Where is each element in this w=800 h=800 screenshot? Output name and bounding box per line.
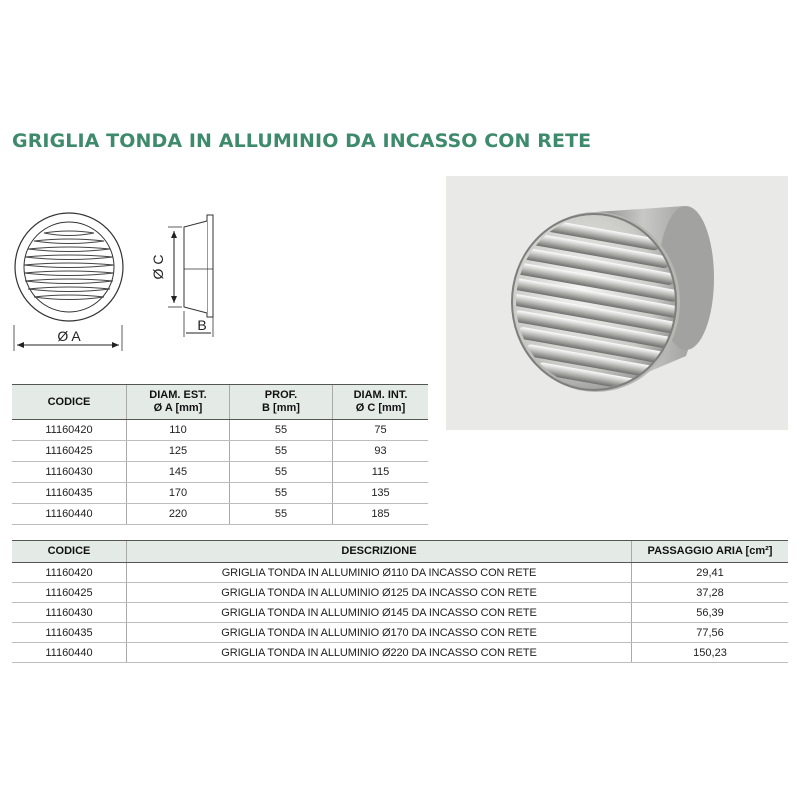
description-table — [12, 540, 788, 663]
table-row — [12, 420, 428, 441]
cell-prof: 55 — [230, 441, 333, 462]
cell-descrizione: GRIGLIA TONDA IN ALLUMINIO Ø110 DA INCASSO CON RETE — [127, 563, 632, 583]
header-diam-est-line1: DIAM. EST. — [149, 389, 207, 401]
cell-passaggio-aria: 29,41 — [632, 563, 789, 583]
header-prof — [230, 385, 333, 420]
table-row — [12, 563, 788, 583]
cell-codice: 11160440 — [12, 643, 127, 663]
dimensions-table-header — [12, 385, 428, 420]
cell-diam-est: 220 — [127, 504, 230, 525]
cell-prof: 55 — [230, 462, 333, 483]
header-diam-est — [127, 385, 230, 420]
table-row — [12, 583, 788, 603]
product-photo — [446, 176, 788, 430]
header-passaggio-aria: PASSAGGIO ARIA [cm²] — [632, 541, 789, 563]
page-title: GRIGLIA TONDA IN ALLUMINIO DA INCASSO CON RETE — [12, 130, 592, 152]
cell-diam-int: 75 — [333, 420, 429, 441]
table-row — [12, 643, 788, 663]
depth-b-label: B — [197, 317, 207, 333]
header-descrizione: DESCRIZIONE — [127, 541, 632, 563]
table-row — [12, 504, 428, 525]
cell-diam-est: 110 — [127, 420, 230, 441]
dimensions-table — [12, 384, 428, 525]
cell-prof: 55 — [230, 504, 333, 525]
cell-diam-int: 115 — [333, 462, 429, 483]
header-diam-est-line2: Ø A [mm] — [153, 402, 203, 414]
cell-diam-est: 145 — [127, 462, 230, 483]
cell-diam-est: 125 — [127, 441, 230, 462]
table-row — [12, 462, 428, 483]
diameter-c-label: Ø C — [150, 254, 166, 280]
header-prof-line1: PROF. — [264, 389, 298, 401]
table-row — [12, 483, 428, 504]
cell-diam-int: 185 — [333, 504, 429, 525]
cell-descrizione: GRIGLIA TONDA IN ALLUMINIO Ø125 DA INCASSO CON RETE — [127, 583, 632, 603]
table-row — [12, 623, 788, 643]
header-diam-int — [333, 385, 429, 420]
cell-diam-int: 93 — [333, 441, 429, 462]
header-prof-line2: B [mm] — [262, 402, 300, 414]
cell-descrizione: GRIGLIA TONDA IN ALLUMINIO Ø220 DA INCASSO CON RETE — [127, 643, 632, 663]
technical-drawing — [8, 205, 233, 355]
cell-descrizione: GRIGLIA TONDA IN ALLUMINIO Ø145 DA INCASSO CON RETE — [127, 603, 632, 623]
cell-codice: 11160420 — [12, 420, 127, 441]
front-view — [14, 213, 123, 351]
round-grille-image — [446, 176, 788, 430]
cell-descrizione: GRIGLIA TONDA IN ALLUMINIO Ø170 DA INCASSO CON RETE — [127, 623, 632, 643]
cell-codice: 11160420 — [12, 563, 127, 583]
table-row — [12, 603, 788, 623]
cell-codice: 11160425 — [12, 583, 127, 603]
cell-prof: 55 — [230, 483, 333, 504]
cell-passaggio-aria: 77,56 — [632, 623, 789, 643]
cell-codice: 11160425 — [12, 441, 127, 462]
description-table-header — [12, 541, 788, 563]
cell-diam-int: 135 — [333, 483, 429, 504]
cell-codice: 11160440 — [12, 504, 127, 525]
cell-codice: 11160430 — [12, 462, 127, 483]
diameter-a-label: Ø A — [57, 328, 81, 344]
header-diam-int-line2: Ø C [mm] — [355, 402, 406, 414]
cell-codice: 11160430 — [12, 603, 127, 623]
cell-passaggio-aria: 56,39 — [632, 603, 789, 623]
header-codice: CODICE — [12, 541, 127, 563]
cell-prof: 55 — [230, 420, 333, 441]
table-row — [12, 441, 428, 462]
cell-codice: 11160435 — [12, 483, 127, 504]
cell-diam-est: 170 — [127, 483, 230, 504]
header-diam-int-line1: DIAM. INT. — [353, 389, 408, 401]
header-codice: CODICE — [12, 385, 127, 420]
cell-codice: 11160435 — [12, 623, 127, 643]
cell-passaggio-aria: 37,28 — [632, 583, 789, 603]
cell-passaggio-aria: 150,23 — [632, 643, 789, 663]
side-view — [150, 215, 213, 337]
